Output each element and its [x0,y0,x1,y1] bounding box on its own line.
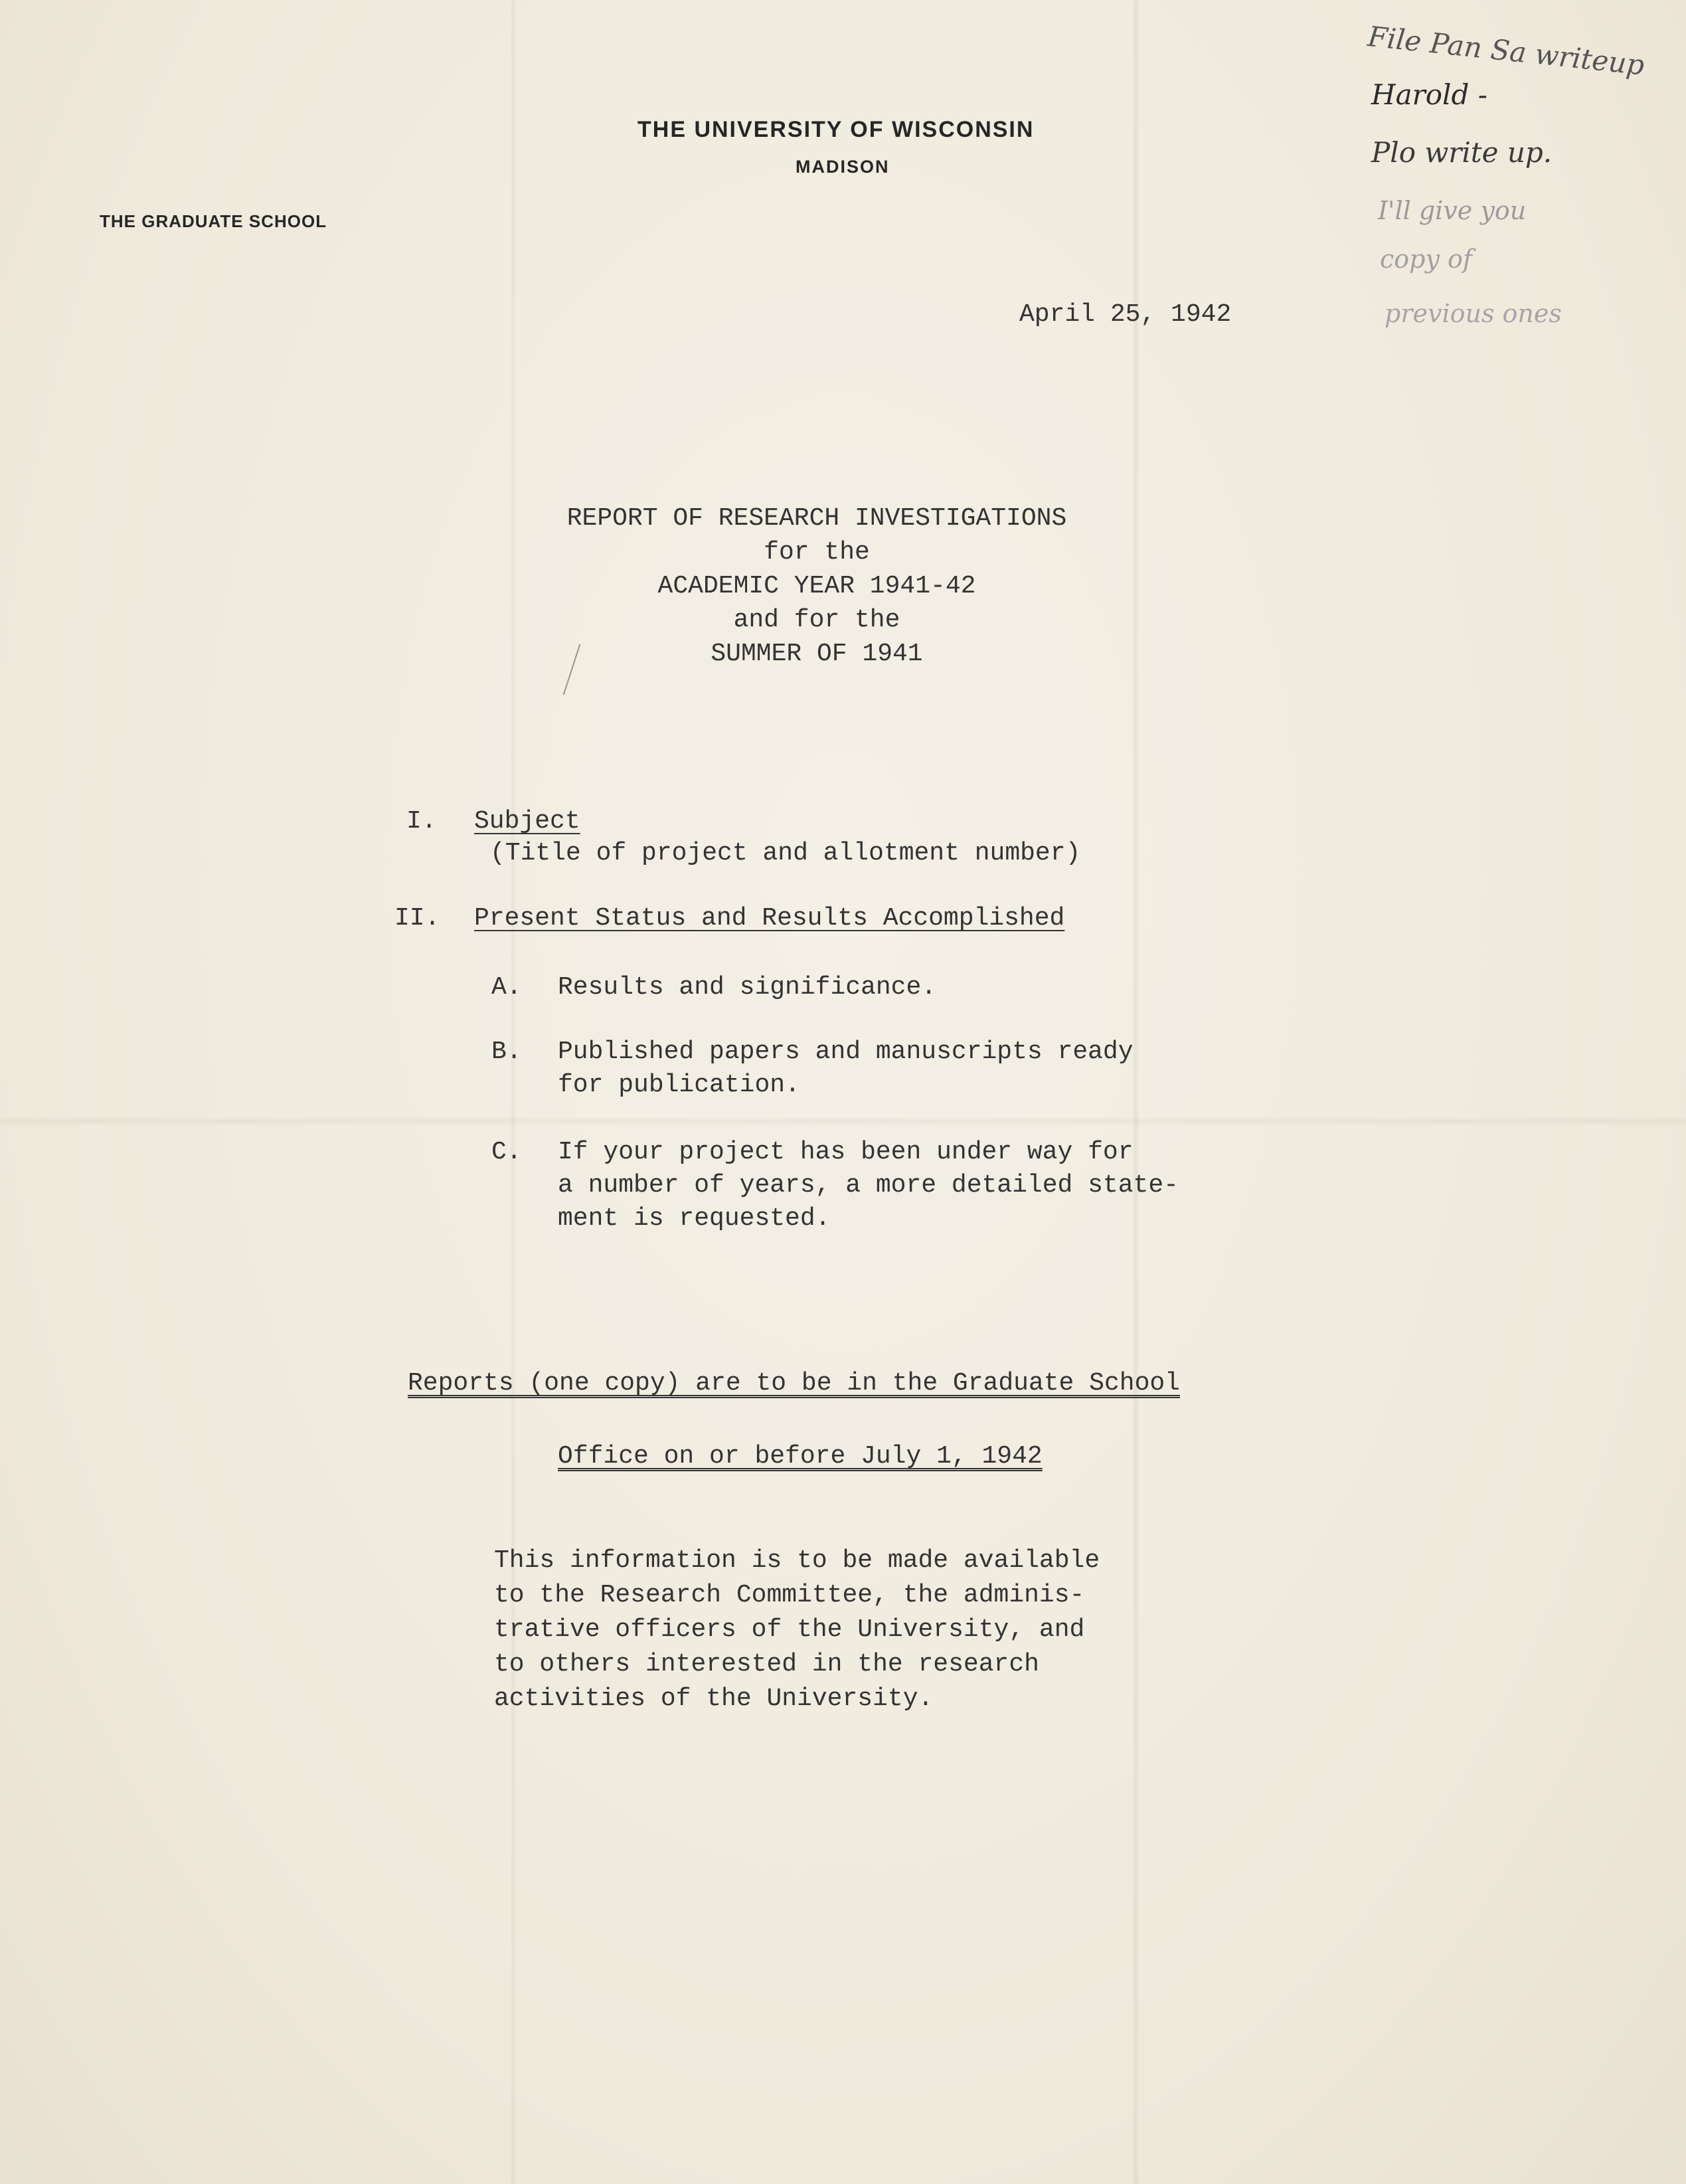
info-line-5: activities of the University. [494,1684,934,1713]
handwritten-note-4: I'll give you [1378,196,1527,225]
item-b-label: B. [491,1038,522,1066]
item-b-line-1: Published papers and manuscripts ready [558,1038,1134,1066]
info-paragraph [494,1544,1100,1716]
letterhead-city: MADISON [796,157,890,177]
handwritten-note-5: copy of [1380,244,1472,274]
section-1-heading: Subject [474,807,580,836]
handwritten-note-2: Harold - [1371,78,1487,111]
handwritten-note-3: Plo write up. [1371,136,1553,169]
info-line-3: trative officers of the University, and [494,1615,1085,1644]
info-line-2: to the Research Committee, the adminis- [494,1581,1085,1609]
item-c-line-2: a number of years, a more detailed state- [558,1171,1179,1200]
item-b-line-2: for publication. [558,1071,800,1099]
item-a-label: A. [491,973,522,1002]
section-2-heading: Present Status and Results Accomplished [474,904,1065,933]
title-line-5: SUMMER OF 1941 [711,640,923,668]
item-c-line-3: ment is requested. [558,1204,831,1233]
title-line-2: for the [764,538,870,567]
item-a-text: Results and significance. [558,973,937,1002]
info-line-1: This information is to be made available [494,1546,1100,1575]
report-title [0,501,1634,671]
deadline-line-2: Office on or before July 1, 1942 [558,1442,1043,1471]
item-c-line-1: If your project has been under way for [558,1138,1134,1166]
section-2-numeral: II. [394,904,440,933]
item-b-text [558,1036,1134,1102]
title-line-4: and for the [733,606,900,634]
section-1-numeral: I. [406,807,437,836]
title-line-3: ACADEMIC YEAR 1941-42 [657,572,976,600]
handwritten-note-6: previous ones [1385,299,1562,328]
title-line-1: REPORT OF RESEARCH INVESTIGATIONS [566,504,1067,533]
item-c-label: C. [491,1138,522,1166]
deadline-line-1: Reports (one copy) are to be in the Graduate School [408,1369,1180,1398]
item-c-text [558,1136,1179,1235]
document-date: April 25, 1942 [1019,300,1232,329]
section-1-subtitle: (Title of project and allotment number) [490,839,1081,867]
info-line-4: to others interested in the research [494,1650,1039,1679]
handwritten-note-1: File Pan Sa writeup [1366,20,1646,82]
letterhead-school: THE GRADUATE SCHOOL [100,211,327,231]
letterhead-university: THE UNIVERSITY OF WISCONSIN [637,117,1035,142]
